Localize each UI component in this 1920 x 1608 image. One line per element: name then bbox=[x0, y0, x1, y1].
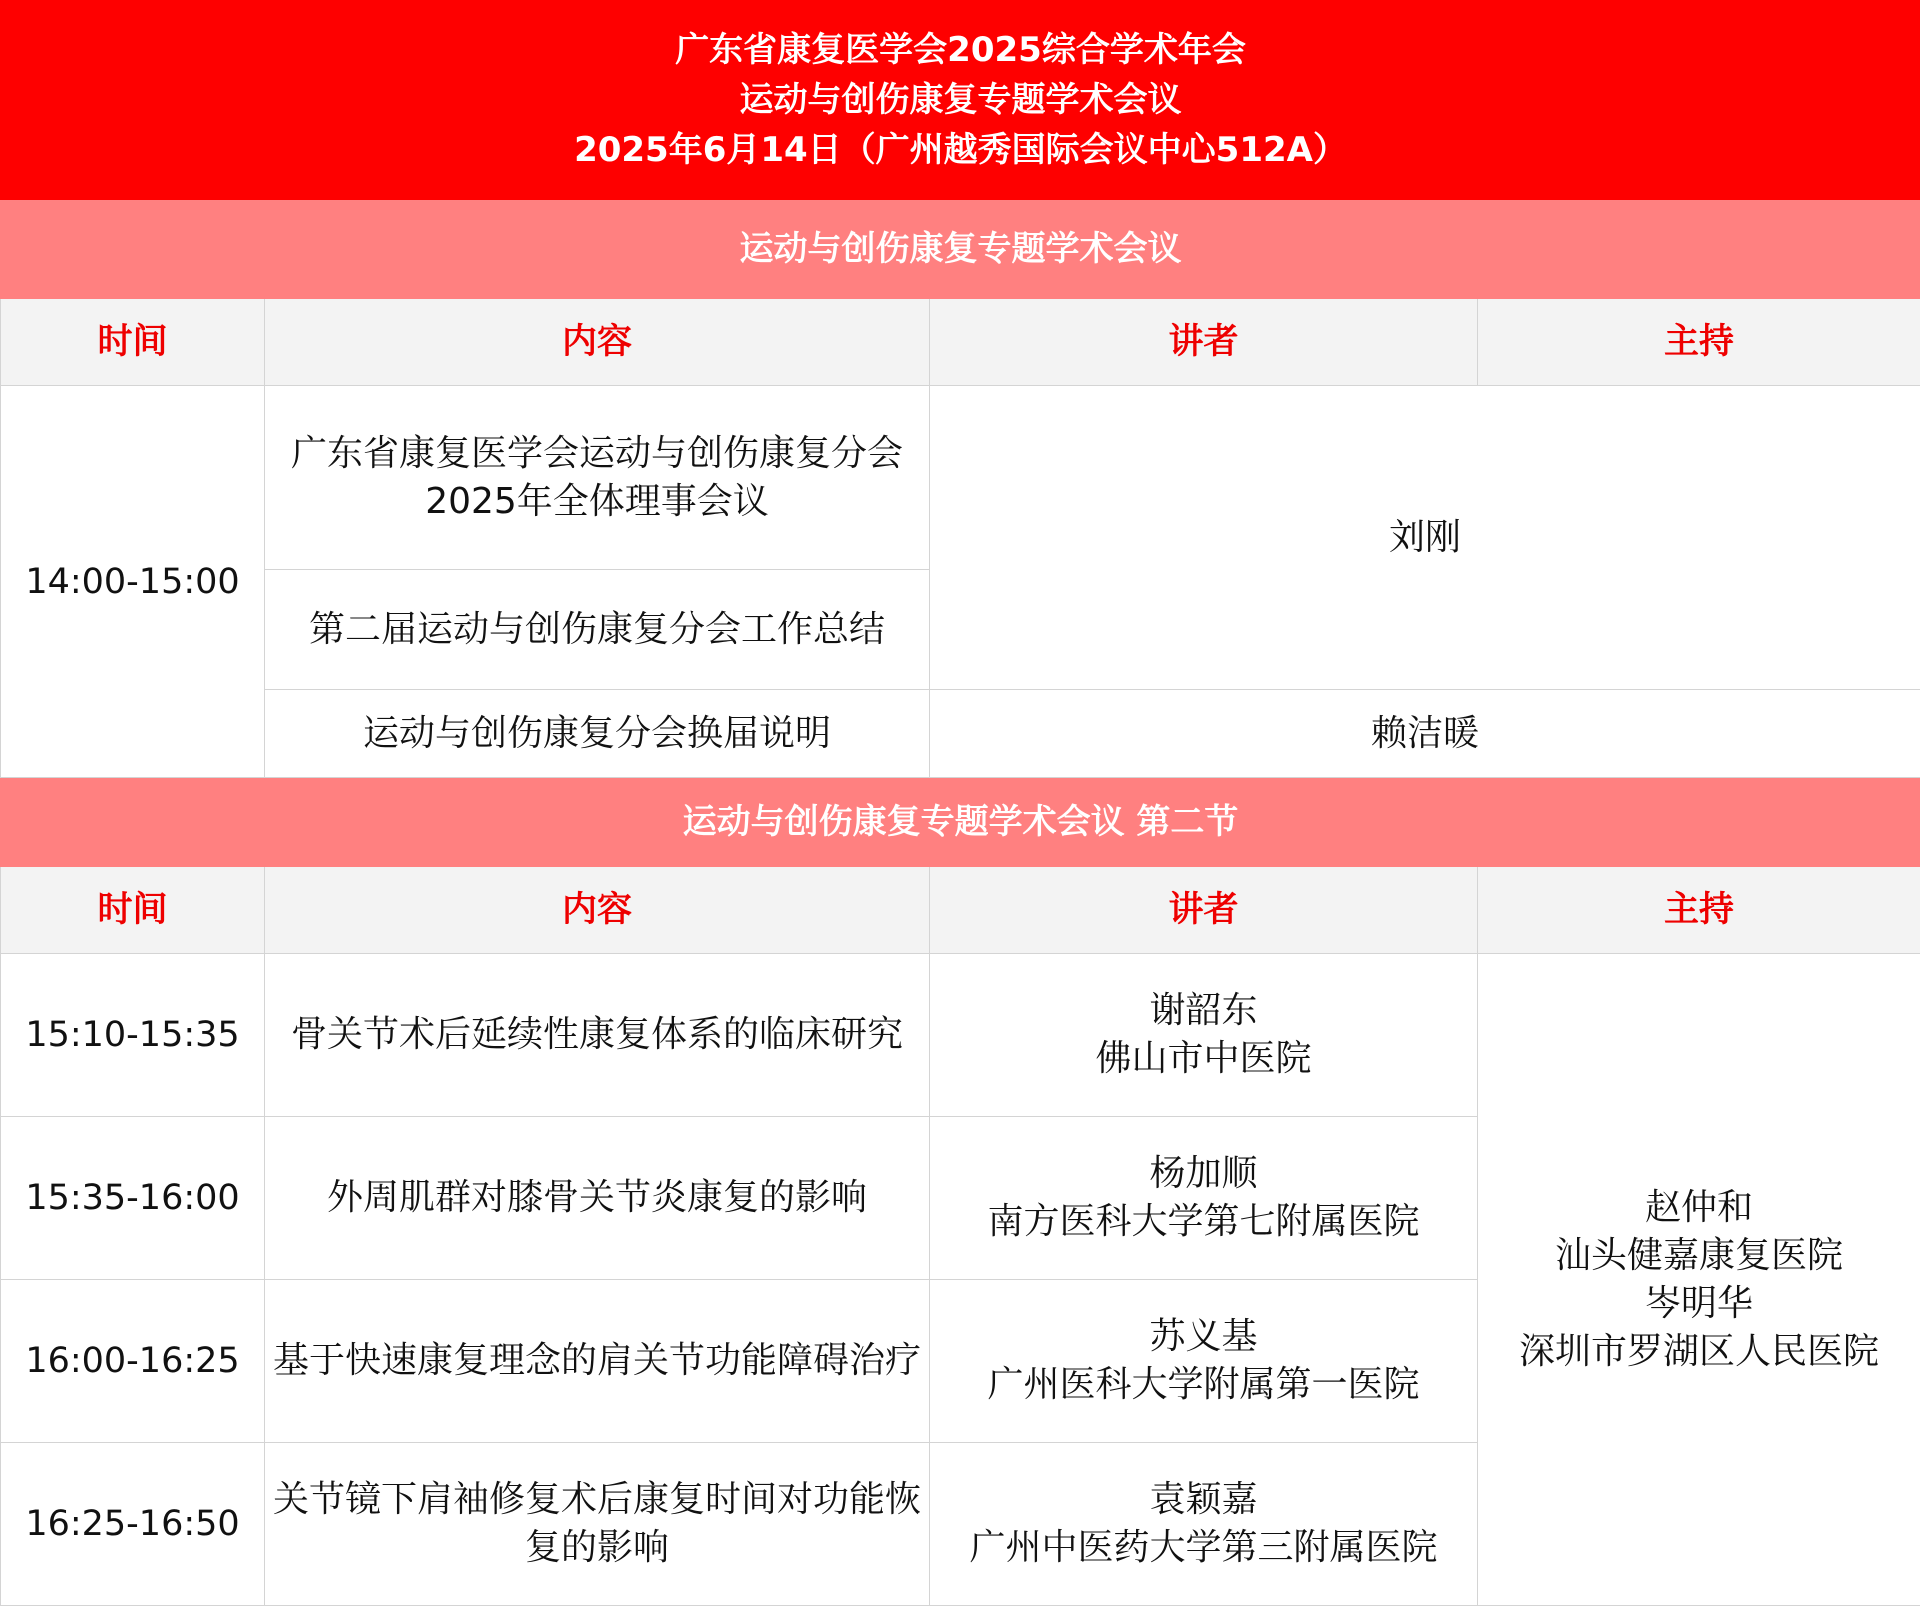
speaker-name: 袁颖嘉 bbox=[1149, 1479, 1258, 1520]
column-header-content: 内容 bbox=[265, 299, 930, 386]
speaker-cell bbox=[930, 1280, 1478, 1443]
content-cell: 骨关节术后延续性康复体系的临床研究 bbox=[265, 954, 930, 1117]
column-header-time: 时间 bbox=[1, 867, 265, 954]
title-line-3: 2025年6月14日（广州越秀国际会议中心512A） bbox=[574, 130, 1347, 170]
table-row bbox=[1, 386, 1920, 570]
speaker-cell bbox=[930, 1443, 1478, 1606]
section-header-row bbox=[1, 778, 1920, 867]
content-cell: 运动与创伤康复分会换届说明 bbox=[265, 690, 930, 778]
table-row bbox=[1, 690, 1920, 778]
speaker-cell bbox=[930, 954, 1478, 1117]
speaker-name: 苏义基 bbox=[1149, 1316, 1258, 1357]
content-cell: 第二届运动与创伤康复分会工作总结 bbox=[265, 570, 930, 690]
host-institution: 汕头健嘉康复医院 bbox=[1555, 1234, 1844, 1276]
speaker-institution: 南方医科大学第七附属医院 bbox=[987, 1201, 1420, 1242]
content-cell: 基于快速康复理念的肩关节功能障碍治疗 bbox=[265, 1280, 930, 1443]
content-cell: 关节镜下肩袖修复术后康复时间对功能恢复的影响 bbox=[265, 1443, 930, 1606]
column-header-row bbox=[1, 299, 1920, 386]
section-title-2: 运动与创伤康复专题学术会议 第二节 bbox=[1, 778, 1920, 867]
speaker-institution: 佛山市中医院 bbox=[1095, 1038, 1312, 1079]
person-cell: 赖洁暖 bbox=[930, 690, 1920, 778]
host-institution: 深圳市罗湖区人民医院 bbox=[1519, 1330, 1880, 1372]
speaker-name: 谢韶东 bbox=[1149, 990, 1258, 1031]
host-name: 赵仲和 bbox=[1645, 1186, 1754, 1228]
title-line-1: 广东省康复医学会2025综合学术年会 bbox=[675, 30, 1246, 70]
content-cell: 外周肌群对膝骨关节炎康复的影响 bbox=[265, 1117, 930, 1280]
column-header-time: 时间 bbox=[1, 299, 265, 386]
column-header-host: 主持 bbox=[1478, 299, 1920, 386]
column-header-content: 内容 bbox=[265, 867, 930, 954]
time-cell: 14:00-15:00 bbox=[1, 386, 265, 778]
time-cell: 16:25-16:50 bbox=[1, 1443, 265, 1606]
section-header-row bbox=[1, 200, 1920, 299]
speaker-cell bbox=[930, 1117, 1478, 1280]
time-cell: 15:10-15:35 bbox=[1, 954, 265, 1117]
content-cell: 广东省康复医学会运动与创伤康复分会2025年全体理事会议 bbox=[265, 386, 930, 570]
title-row bbox=[1, 1, 1920, 200]
section-title-1: 运动与创伤康复专题学术会议 bbox=[1, 200, 1920, 299]
time-cell: 15:35-16:00 bbox=[1, 1117, 265, 1280]
person-cell: 刘刚 bbox=[930, 386, 1920, 690]
speaker-institution: 广州中医药大学第三附属医院 bbox=[969, 1527, 1438, 1568]
host-cell bbox=[1478, 954, 1920, 1606]
page-title bbox=[1, 1, 1920, 200]
time-cell: 16:00-16:25 bbox=[1, 1280, 265, 1443]
column-header-speaker: 讲者 bbox=[930, 299, 1478, 386]
column-header-row bbox=[1, 867, 1920, 954]
speaker-name: 杨加顺 bbox=[1149, 1153, 1258, 1194]
speaker-institution: 广州医科大学附属第一医院 bbox=[987, 1364, 1420, 1405]
host-name: 岑明华 bbox=[1645, 1282, 1754, 1324]
column-header-host: 主持 bbox=[1478, 867, 1920, 954]
table-row bbox=[1, 954, 1920, 1117]
column-header-speaker: 讲者 bbox=[930, 867, 1478, 954]
title-line-2: 运动与创伤康复专题学术会议 bbox=[739, 80, 1182, 120]
